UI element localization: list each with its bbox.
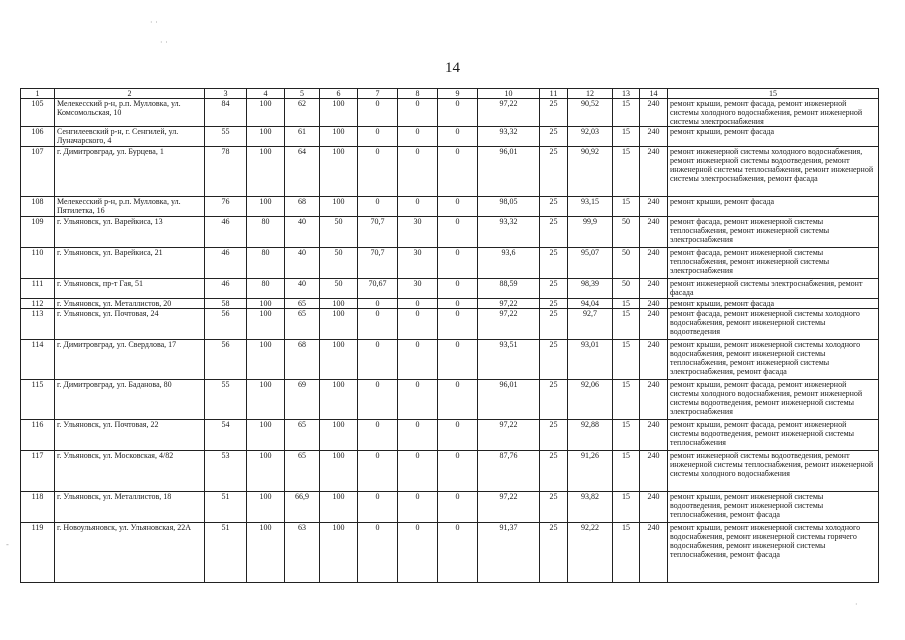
table-cell: 91,37 [478, 523, 540, 583]
table-cell: ремонт инженерной системы холодного водоснабжения, ремонт инженерной системы водоотведения, ремонт инженерной системы теплоснабжения, ремонт инженерной системы электроснабжения, ремонт фасада [668, 147, 879, 197]
table-cell: 0 [438, 309, 478, 340]
table-cell: 69 [285, 380, 320, 420]
table-cell: 80 [247, 248, 285, 279]
table-cell: 0 [438, 451, 478, 492]
column-header: 11 [540, 89, 568, 99]
table-cell: 100 [247, 380, 285, 420]
table-cell: 97,22 [478, 309, 540, 340]
table-cell: 93,82 [568, 492, 613, 523]
table-cell: 113 [21, 309, 55, 340]
table-cell: 0 [438, 127, 478, 147]
table-cell: ремонт крыши, ремонт фасада, ремонт инженерной системы водоотведения, ремонт инженерной системы теплоснабжения [668, 420, 879, 451]
table-cell: 62 [285, 99, 320, 127]
table-row [21, 217, 879, 248]
table-cell: 100 [247, 340, 285, 380]
column-header: 3 [205, 89, 247, 99]
table-cell: 0 [398, 420, 438, 451]
table-cell: 240 [640, 420, 668, 451]
table-row [21, 197, 879, 217]
table-cell: 0 [438, 340, 478, 380]
table-cell: 240 [640, 523, 668, 583]
table-cell: г. Ульяновск, ул. Московская, 4/82 [55, 451, 205, 492]
table-cell: 51 [205, 492, 247, 523]
table-cell: 50 [320, 217, 358, 248]
table-cell: 92,06 [568, 380, 613, 420]
table-cell: 0 [358, 451, 398, 492]
table-cell: 0 [398, 127, 438, 147]
table-cell: 0 [398, 309, 438, 340]
table-cell: 0 [398, 492, 438, 523]
table-cell: 87,76 [478, 451, 540, 492]
table-cell: 46 [205, 279, 247, 299]
table-cell: 93,15 [568, 197, 613, 217]
table-cell: 0 [358, 99, 398, 127]
table-cell: 111 [21, 279, 55, 299]
table-cell: 78 [205, 147, 247, 197]
table-cell: г. Ульяновск, ул. Металлистов, 20 [55, 299, 205, 309]
table-cell: 0 [358, 147, 398, 197]
table-cell: 56 [205, 340, 247, 380]
table-cell: 15 [613, 197, 640, 217]
table-cell: 240 [640, 217, 668, 248]
table-cell: 107 [21, 147, 55, 197]
table-cell: 100 [320, 147, 358, 197]
table-cell: г. Димитровград, ул. Баданова, 80 [55, 380, 205, 420]
table-row [21, 380, 879, 420]
table-cell: 15 [613, 309, 640, 340]
table-cell: 100 [320, 451, 358, 492]
table-cell: 30 [398, 279, 438, 299]
table-cell: ремонт крыши, ремонт инженерной системы холодного водоснабжения, ремонт инженерной системы горячего водоснабжения, ремонт инженерной системы теплоснабжения, ремонт фасада [668, 523, 879, 583]
table-cell: 117 [21, 451, 55, 492]
table-cell: 65 [285, 299, 320, 309]
table-cell: 0 [398, 99, 438, 127]
table-cell: 240 [640, 451, 668, 492]
table-cell: 0 [358, 299, 398, 309]
table-cell: 118 [21, 492, 55, 523]
table-row [21, 309, 879, 340]
table-cell: ремонт крыши, ремонт фасада, ремонт инженерной системы холодного водоснабжения, ремонт инженерной системы водоотведения, ремонт инженерной системы электроснабжения [668, 380, 879, 420]
table-cell: 15 [613, 340, 640, 380]
table-cell: 15 [613, 492, 640, 523]
table-cell: 97,22 [478, 420, 540, 451]
table-cell: 100 [320, 309, 358, 340]
table-cell: 100 [320, 299, 358, 309]
table-cell: 25 [540, 420, 568, 451]
table-cell: 93,32 [478, 217, 540, 248]
table-cell: 25 [540, 523, 568, 583]
table-cell: ремонт инженерной системы электроснабжения, ремонт фасада [668, 279, 879, 299]
table-cell: 240 [640, 279, 668, 299]
table-cell: 93,51 [478, 340, 540, 380]
table-cell: 0 [358, 340, 398, 380]
table-row [21, 299, 879, 309]
table-cell: 100 [247, 147, 285, 197]
table-cell: 0 [438, 380, 478, 420]
table-cell: 25 [540, 279, 568, 299]
table-cell: 66,9 [285, 492, 320, 523]
table-row [21, 279, 879, 299]
table-row [21, 451, 879, 492]
table-cell: г. Димитровград, ул. Бурцева, 1 [55, 147, 205, 197]
table-cell: г. Ульяновск, ул. Почтовая, 24 [55, 309, 205, 340]
table-cell: г. Димитровград, ул. Свердлова, 17 [55, 340, 205, 380]
table-cell: 25 [540, 127, 568, 147]
table-cell: 15 [613, 380, 640, 420]
table-cell: 25 [540, 248, 568, 279]
table-row [21, 248, 879, 279]
table-cell: 15 [613, 299, 640, 309]
scan-artifact: · [855, 600, 858, 609]
table-cell: ремонт фасада, ремонт инженерной системы холодного водоснабжения, ремонт инженерной системы водоотведения [668, 309, 879, 340]
scan-artifact: - [6, 540, 9, 549]
table-cell: 40 [285, 248, 320, 279]
table-cell: 105 [21, 99, 55, 127]
table-cell: 112 [21, 299, 55, 309]
table-cell: 0 [398, 380, 438, 420]
table-row [21, 420, 879, 451]
table-cell: 0 [398, 340, 438, 380]
table-cell: 100 [320, 492, 358, 523]
column-header: 7 [358, 89, 398, 99]
table-cell: 70,7 [358, 248, 398, 279]
table-cell: 97,22 [478, 299, 540, 309]
table-cell: 100 [320, 340, 358, 380]
table-cell: 0 [398, 147, 438, 197]
table-cell: 54 [205, 420, 247, 451]
table-cell: 90,92 [568, 147, 613, 197]
table-cell: ремонт фасада, ремонт инженерной системы теплоснабжения, ремонт инженерной системы электроснабжения [668, 217, 879, 248]
table-cell: 97,22 [478, 492, 540, 523]
column-header: 12 [568, 89, 613, 99]
table-row [21, 127, 879, 147]
table-cell: 15 [613, 451, 640, 492]
table-cell: 240 [640, 492, 668, 523]
column-header: 10 [478, 89, 540, 99]
table-cell: г. Ульяновск, ул. Почтовая, 22 [55, 420, 205, 451]
table-cell: 0 [438, 420, 478, 451]
table-cell: 50 [613, 217, 640, 248]
table-cell: 0 [358, 492, 398, 523]
table-cell: 0 [358, 380, 398, 420]
table-cell: 240 [640, 380, 668, 420]
table-cell: 25 [540, 451, 568, 492]
table-cell: г. Ульяновск, пр-т Гая, 51 [55, 279, 205, 299]
table-cell: 100 [247, 420, 285, 451]
table-cell: 0 [438, 279, 478, 299]
table-cell: 50 [613, 279, 640, 299]
table-cell: 119 [21, 523, 55, 583]
table-cell: 100 [247, 492, 285, 523]
table-cell: 0 [398, 197, 438, 217]
table-row [21, 523, 879, 583]
table-cell: 55 [205, 380, 247, 420]
table-cell: 95,07 [568, 248, 613, 279]
table-cell: 100 [320, 523, 358, 583]
table-cell: Мелекесский р-н, р.п. Мулловка, ул. Пятилетка, 16 [55, 197, 205, 217]
table-cell: 90,52 [568, 99, 613, 127]
table-cell: 93,32 [478, 127, 540, 147]
table-cell: 0 [438, 217, 478, 248]
table-cell: 97,22 [478, 99, 540, 127]
table-cell: 240 [640, 99, 668, 127]
table-cell: 0 [438, 147, 478, 197]
table-cell: 15 [613, 99, 640, 127]
table-cell: 84 [205, 99, 247, 127]
table-cell: 240 [640, 197, 668, 217]
table-row [21, 99, 879, 127]
table-cell: Сенгилеевский р-н, г. Сенгилей, ул. Луначарского, 4 [55, 127, 205, 147]
table-cell: Мелекесский р-н, р.п. Мулловка, ул. Комсомольская, 10 [55, 99, 205, 127]
scan-artifact: · · [150, 18, 158, 27]
table-cell: 100 [320, 197, 358, 217]
table-row [21, 340, 879, 380]
table-cell: 100 [320, 420, 358, 451]
page-number: 14 [445, 60, 460, 76]
table-cell: ремонт инженерной системы водоотведения, ремонт инженерной системы теплоснабжения, ремонт инженерной системы холодного водоснабжения [668, 451, 879, 492]
column-header: 13 [613, 89, 640, 99]
table-cell: 65 [285, 451, 320, 492]
table-cell: 30 [398, 248, 438, 279]
table-cell: 100 [247, 451, 285, 492]
table-cell: 115 [21, 380, 55, 420]
table-cell: 96,01 [478, 380, 540, 420]
table-cell: 76 [205, 197, 247, 217]
table-cell: 25 [540, 309, 568, 340]
column-header: 5 [285, 89, 320, 99]
table-cell: 108 [21, 197, 55, 217]
table-cell: 70,7 [358, 217, 398, 248]
table-cell: 50 [320, 279, 358, 299]
table-cell: 240 [640, 299, 668, 309]
scan-artifact: · · [160, 38, 168, 47]
table-cell: 100 [247, 197, 285, 217]
table-cell: г. Ульяновск, ул. Варейкиса, 21 [55, 248, 205, 279]
table-cell: 40 [285, 217, 320, 248]
table-cell: 25 [540, 217, 568, 248]
table-cell: г. Новоульяновск, ул. Ульяновская, 22А [55, 523, 205, 583]
table-cell: 50 [613, 248, 640, 279]
table-cell: 40 [285, 279, 320, 299]
table-cell: 240 [640, 248, 668, 279]
table-cell: 80 [247, 279, 285, 299]
table-cell: 25 [540, 197, 568, 217]
column-header: 9 [438, 89, 478, 99]
table-body [21, 99, 879, 583]
table-row [21, 492, 879, 523]
column-header: 6 [320, 89, 358, 99]
table-cell: 46 [205, 217, 247, 248]
column-header: 14 [640, 89, 668, 99]
table-cell: 15 [613, 523, 640, 583]
table-cell: 55 [205, 127, 247, 147]
table-cell: 0 [438, 523, 478, 583]
table-cell: 25 [540, 147, 568, 197]
table-cell: 92,03 [568, 127, 613, 147]
table-cell: ремонт фасада, ремонт инженерной системы теплоснабжения, ремонт инженерной системы электроснабжения [668, 248, 879, 279]
table-cell: 114 [21, 340, 55, 380]
table-cell: 56 [205, 309, 247, 340]
table-cell: г. Ульяновск, ул. Варейкиса, 13 [55, 217, 205, 248]
table-cell: 0 [398, 299, 438, 309]
table-cell: 100 [247, 99, 285, 127]
table-cell: 100 [320, 99, 358, 127]
table-cell: 98,05 [478, 197, 540, 217]
table-cell: 100 [247, 523, 285, 583]
table-cell: 88,59 [478, 279, 540, 299]
table-cell: ремонт крыши, ремонт фасада [668, 299, 879, 309]
table-cell: 25 [540, 340, 568, 380]
table-cell: 240 [640, 340, 668, 380]
table-cell: 0 [358, 523, 398, 583]
table-cell: 0 [438, 197, 478, 217]
column-header: 2 [55, 89, 205, 99]
table-cell: 240 [640, 127, 668, 147]
table-cell: ремонт крыши, ремонт фасада, ремонт инженерной системы холодного водоснабжения, ремонт инженерной системы электроснабжения [668, 99, 879, 127]
table-cell: 0 [398, 451, 438, 492]
table-cell: 53 [205, 451, 247, 492]
table-cell: 93,01 [568, 340, 613, 380]
table-cell: 91,26 [568, 451, 613, 492]
table-cell: 15 [613, 127, 640, 147]
table-cell: 100 [247, 309, 285, 340]
table-cell: ремонт крыши, ремонт фасада [668, 127, 879, 147]
table-cell: 15 [613, 420, 640, 451]
table-cell: 68 [285, 340, 320, 380]
table-cell: 50 [320, 248, 358, 279]
table-cell: г. Ульяновск, ул. Металлистов, 18 [55, 492, 205, 523]
table-cell: 240 [640, 309, 668, 340]
table-cell: 94,04 [568, 299, 613, 309]
table-cell: 0 [358, 420, 398, 451]
table-cell: 0 [438, 248, 478, 279]
table-cell: 93,6 [478, 248, 540, 279]
table-cell: 0 [398, 523, 438, 583]
table-cell: 0 [358, 197, 398, 217]
column-header: 4 [247, 89, 285, 99]
table-cell: 25 [540, 380, 568, 420]
table-cell: 0 [438, 99, 478, 127]
column-header: 1 [21, 89, 55, 99]
table-cell: 109 [21, 217, 55, 248]
table-cell: 68 [285, 197, 320, 217]
table-cell: 15 [613, 147, 640, 197]
table-cell: 63 [285, 523, 320, 583]
table-cell: 110 [21, 248, 55, 279]
table-cell: 25 [540, 99, 568, 127]
table-cell: 116 [21, 420, 55, 451]
table-cell: 96,01 [478, 147, 540, 197]
table-cell: 61 [285, 127, 320, 147]
table-cell: 100 [247, 299, 285, 309]
table-cell: 106 [21, 127, 55, 147]
table-cell: 80 [247, 217, 285, 248]
table-header-row [21, 89, 879, 99]
table-cell: 25 [540, 492, 568, 523]
table-cell: 0 [438, 299, 478, 309]
table-cell: 98,39 [568, 279, 613, 299]
column-header: 15 [668, 89, 879, 99]
register-table [20, 88, 879, 583]
table-row [21, 147, 879, 197]
table-cell: 0 [358, 309, 398, 340]
table-cell: 100 [320, 127, 358, 147]
table-cell: 58 [205, 299, 247, 309]
table-cell: 0 [358, 127, 398, 147]
table-cell: 25 [540, 299, 568, 309]
table-cell: 30 [398, 217, 438, 248]
table-cell: 99,9 [568, 217, 613, 248]
table-cell: 65 [285, 420, 320, 451]
table-cell: 92,22 [568, 523, 613, 583]
table-cell: 100 [247, 127, 285, 147]
table-cell: 92,88 [568, 420, 613, 451]
table-cell: 51 [205, 523, 247, 583]
table-cell: ремонт крыши, ремонт инженерной системы холодного водоснабжения, ремонт инженерной системы теплоснабжения, ремонт инженерной системы электроснабжения, ремонт фасада [668, 340, 879, 380]
table-cell: 70,67 [358, 279, 398, 299]
table-cell: 0 [438, 492, 478, 523]
table-cell: ремонт крыши, ремонт фасада [668, 197, 879, 217]
column-header: 8 [398, 89, 438, 99]
table-cell: 65 [285, 309, 320, 340]
table-cell: 240 [640, 147, 668, 197]
table-cell: ремонт крыши, ремонт инженерной системы водоотведения, ремонт инженерной системы теплоснабжения, ремонт фасада [668, 492, 879, 523]
table-cell: 100 [320, 380, 358, 420]
table-cell: 64 [285, 147, 320, 197]
table-cell: 92,7 [568, 309, 613, 340]
table-cell: 46 [205, 248, 247, 279]
